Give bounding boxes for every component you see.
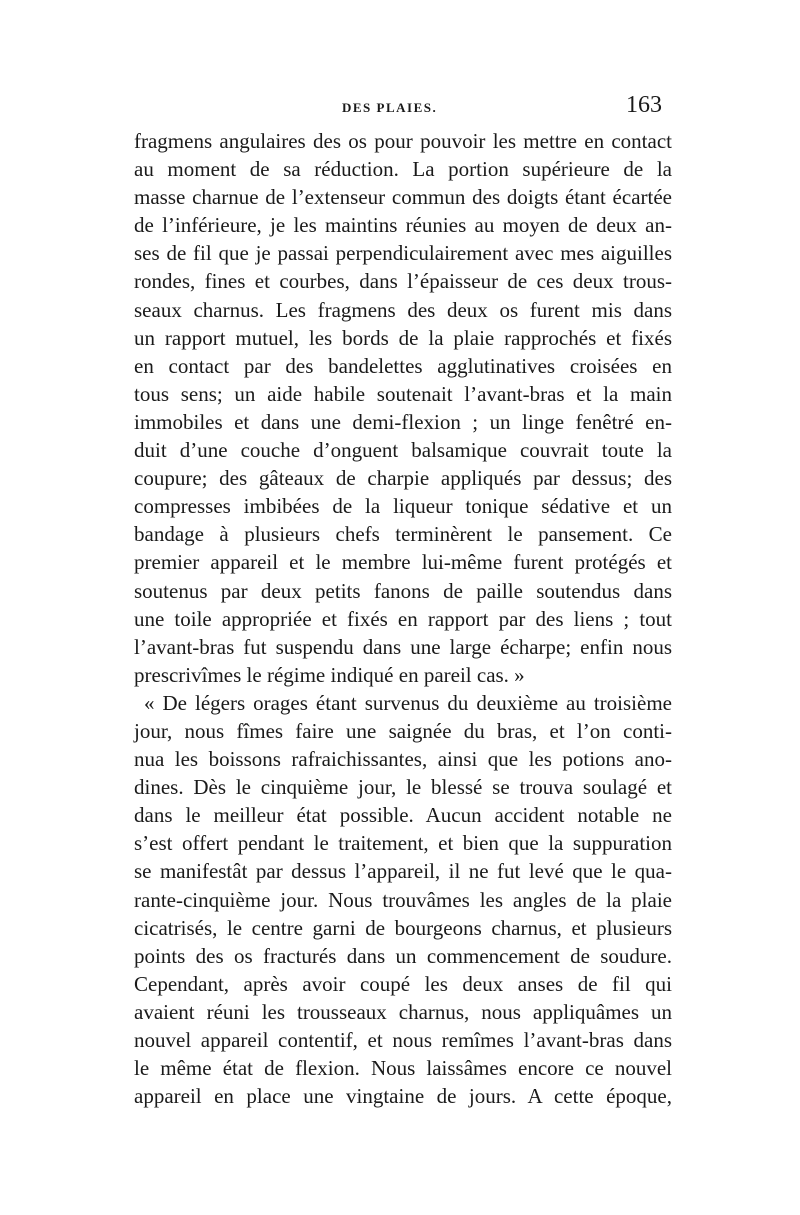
text-line: une toile appropriée et fixés en rapport par des liens ; tout (134, 606, 672, 631)
paragraph-start-line: « De légers orages étant survenus du deuxième au troisième (144, 690, 672, 715)
text-line: masse charnue de l’extenseur commun des doigts étant écartée (134, 185, 672, 210)
text-line: seaux charnus. Les fragmens des deux os furent mis dans (134, 297, 672, 322)
text-line: se manifestât par dessus l’appareil, il ne fut levé que le qua- (134, 859, 672, 884)
paragraph-end-line: prescrivîmes le régime indiqué en pareil cas. » (134, 662, 525, 687)
text-line: jour, nous fîmes faire une saignée du bras, et l’on conti- (134, 718, 672, 743)
text-line: s’est offert pendant le traitement, et bien que la suppuration (134, 831, 672, 856)
text-line: rondes, fines et courbes, dans l’épaisseur de ces deux trous- (134, 269, 672, 294)
text-line: nouvel appareil contentif, et nous remîmes l’avant-bras dans (134, 1028, 672, 1052)
text-line: compresses imbibées de la liqueur tonique sédative et un (134, 494, 672, 519)
page-number: 163 (626, 92, 662, 118)
text-line: points des os fracturés dans un commencement de soudure. (134, 943, 672, 968)
text-line: dines. Dès le cinquième jour, le blessé se trouva soulagé et (134, 775, 672, 800)
text-line: rante-cinquième jour. Nous trouvâmes les angles de la plaie (134, 887, 672, 912)
text-line: premier appareil et le membre lui-même furent protégés et (134, 550, 672, 575)
text-line: coupure; des gâteaux de charpie appliqués par dessus; des (134, 466, 672, 491)
text-line: duit d’une couche d’onguent balsamique couvrait toute la (134, 438, 672, 463)
text-line: nua les boissons rafraichissantes, ainsi que les potions ano- (134, 747, 672, 772)
text-line: le même état de flexion. Nous laissâmes encore ce nouvel (134, 1056, 672, 1081)
text-line: tous sens; un aide habile soutenait l’avant-bras et la main (134, 381, 672, 406)
text-line: dans le meilleur état possible. Aucun accident notable ne (134, 803, 672, 828)
body-text (134, 127, 672, 1110)
text-line: bandage à plusieurs chefs terminèrent le pansement. Ce (134, 522, 672, 547)
text-line: soutenus par deux petits fanons de paille soutendus dans (134, 578, 672, 603)
running-head: DES PLAIES. (342, 100, 438, 115)
text-line: l’avant-bras fut suspendu dans une large écharpe; enfin nous (134, 634, 672, 659)
text-line: cicatrisés, le centre garni de bourgeons charnus, et plusieurs (134, 915, 672, 940)
text-line: de l’inférieure, je les maintins réunies au moyen de deux an- (134, 213, 672, 238)
text-line: en contact par des bandelettes agglutinatives croisées en (134, 353, 672, 378)
text-line: ses de fil que je passai perpendiculairement avec mes aiguilles (134, 241, 672, 266)
text-line: appareil en place une vingtaine de jours. A cette époque, (134, 1084, 672, 1109)
text-line: au moment de sa réduction. La portion supérieure de la (134, 157, 672, 182)
text-line: immobiles et dans une demi-flexion ; un linge fenêtré en- (134, 409, 672, 434)
text-line: avaient réuni les trousseaux charnus, nous appliquâmes un (134, 999, 672, 1024)
text-line: fragmens angulaires des os pour pouvoir les mettre en contact (134, 129, 672, 153)
text-line: Cependant, après avoir coupé les deux anses de fil qui (134, 971, 672, 996)
text-line: un rapport mutuel, les bords de la plaie rapprochés et fixés (134, 325, 672, 350)
